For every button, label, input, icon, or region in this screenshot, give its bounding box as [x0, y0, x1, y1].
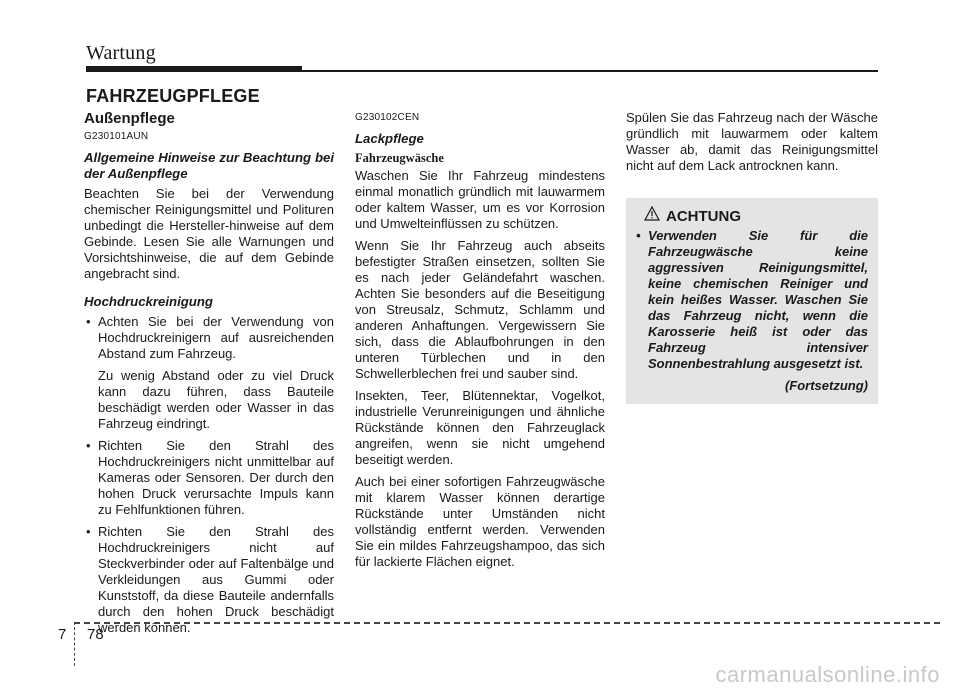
watermark: carmanualsonline.info	[715, 662, 940, 687]
warning-header	[644, 206, 741, 226]
paragraph: Auch bei einer sofortigen Fahrzeugwäsche mit klarem Wasser können derartige Rückstände unter Umständen nicht vollständig entfernt werden. Verwenden Sie ein mildes Fahrzeugshampoo, das sich für lackierte Flächen eignet.	[355, 474, 605, 569]
section-title: FAHRZEUGPFLEGE	[86, 86, 260, 106]
chapter-number: 7	[58, 626, 67, 643]
page-number: 78	[87, 626, 104, 643]
subheading-general-notes: Allgemeine Hinweise zur Beachtung bei der Außenpflege	[84, 150, 334, 181]
list-item: • Richten Sie den Strahl des Hochdruckreinigers nicht auf Steckverbinder oder auf Faltenbälge und Verkleidungen aus Gummi oder Kunststoff, da diese Bauteile andernfalls durch den hohen Druck beschädigt werden können.	[84, 524, 334, 636]
paragraph: Wenn Sie Ihr Fahrzeug auch abseits befestigter Straßen einsetzen, sollten Sie es nach jeder Geländefahrt waschen. Achten Sie besonders auf die Beseitigung von Streusalz, Schmutz, Schlamm und anderen Anhaftungen. Vergewissern Sie sich, dass die Ablaufbohrungen in den unteren Türblechen und in den Schwellerblechen frei und sauber sind.	[355, 238, 605, 381]
paragraph: Waschen Sie Ihr Fahrzeug mindestens einmal monatlich gründlich mit lauwarmem oder kaltem Wasser, um es vor Korrosion und Umwelteinflüssen zu schützen.	[355, 168, 605, 231]
warning-text	[636, 228, 868, 372]
bullet-icon: •	[636, 228, 641, 243]
reference-code: G230102CEN	[355, 112, 420, 123]
subheading-lackpflege: Lackpflege	[355, 131, 424, 146]
header-title: Wartung	[86, 42, 156, 64]
list-item: • Achten Sie bei der Verwendung von Hochdruckreinigern auf ausreichenden Abstand zum Fahrzeug.	[84, 314, 334, 362]
reference-code: G230101AUN	[84, 131, 149, 142]
warning-triangle-icon	[644, 206, 660, 226]
warning-title: ACHTUNG	[666, 207, 741, 225]
footer-rule	[74, 622, 940, 624]
subheading-hochdruck: Hochdruckreinigung	[84, 294, 213, 309]
column-right	[626, 110, 878, 180]
heading-fahrzeugwaesche: Fahrzeugwäsche	[355, 151, 444, 165]
heading-aussenpflege: Außenpflege	[84, 110, 175, 127]
bullet-list	[84, 314, 334, 362]
bullet-list-2	[84, 438, 334, 636]
column-left	[84, 110, 334, 642]
continued-label: (Fortsetzung)	[784, 378, 868, 393]
paragraph-bullet-continuation: Zu wenig Abstand oder zu viel Druck kann dazu führen, dass Bauteile beschädigt werden oder Wasser in das Fahrzeug eindringt.	[98, 368, 334, 431]
warning-box	[626, 198, 878, 404]
column-middle	[355, 110, 605, 576]
header-rule-thick	[86, 66, 302, 72]
paragraph: Spülen Sie das Fahrzeug nach der Wäsche gründlich mit lauwarmem oder kaltem Wasser ab, damit das Reinigungsmittel nicht auf dem Lack antrocknen kann.	[626, 110, 878, 173]
header-rule-thin	[302, 70, 878, 72]
warning-body: Verwenden Sie für die Fahrzeugwäsche keine aggressiven Reinigungsmittel, keine chemischen Reiniger und kein heißes Wasser. Waschen Sie das Fahrzeug nicht, wenn die Karosserie heiß ist oder das Fahrzeug intensiver Sonnenbestrahlung ausgesetzt ist.	[648, 228, 868, 371]
paragraph: Insekten, Teer, Blütennektar, Vogelkot, industrielle Verunreinigungen und ähnliche Rückstände können den Fahrzeuglack angreifen, wenn sie nicht umgehend beseitigt werden.	[355, 388, 605, 467]
list-item: • Richten Sie den Strahl des Hochdruckreinigers nicht unmittelbar auf Kameras oder Sensoren. Der durch den hohen Druck verursachte Impuls kann zu Fehlfunktionen führen.	[84, 438, 334, 518]
footer-separator	[74, 622, 75, 666]
paragraph-intro: Beachten Sie bei der Verwendung chemischer Reinigungsmittel und Polituren unbedingt die Hersteller-hinweise auf dem Gebinde. Lesen Sie alle Warnungen und Vorsichtshinweise, die auf dem Gebinde angebracht sind.	[84, 186, 334, 281]
